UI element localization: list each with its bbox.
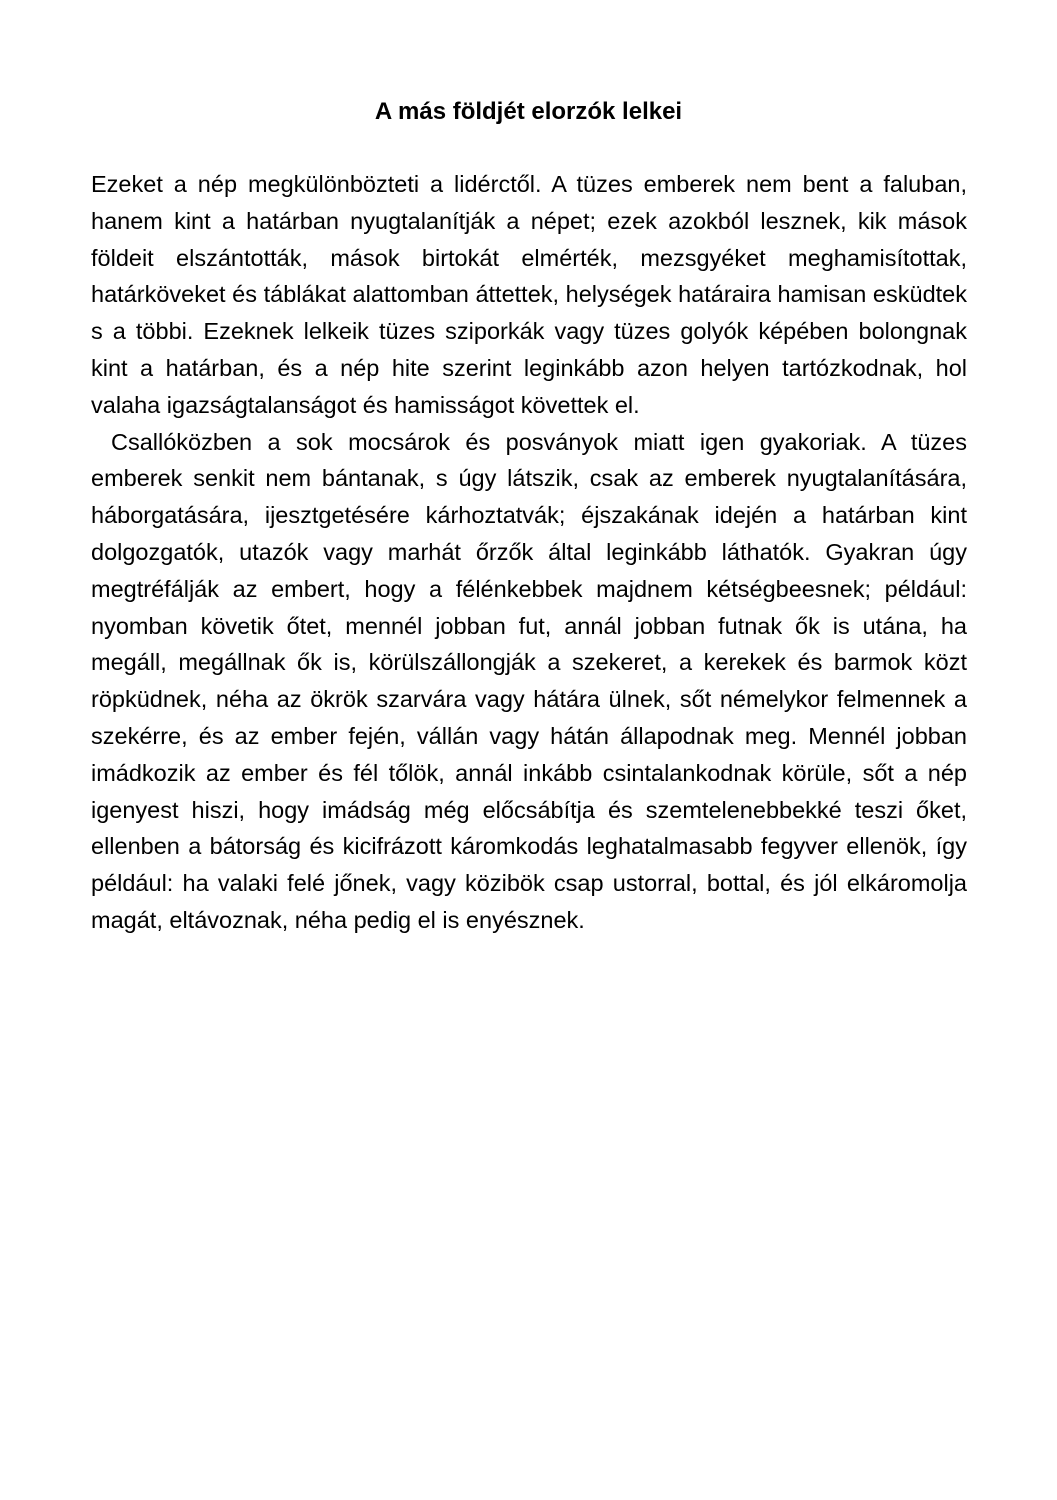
document-title: A más földjét elorzók lelkei [374,98,683,125]
paragraph-1: Ezeket a nép megkülönbözteti a lidérctől. A tüzes emberek nem bent a faluban, hanem kint a határban nyugtalanítják a népet; ezek azokból lesznek, kik mások földeit elszántották, mások birtokát elmérték, mezsgyéket meghamisítottak, határköveket és táblákat alattomban áttettek, helységek határaira hamisan esküdtek s a többi. Ezeknek lelkeik tüzes sziporkák vagy tüzes golyók képében bolongnak kint a határban, és a nép hite szerint leginkább azon helyen tartózkodnak, hol valaha igazságtalanságot és hamisságot követtek el. [91,171,967,418]
document-body [91,166,967,939]
paragraph-2: Csallóközben a sok mocsárok és posványok miatt igen gyakoriak. A tüzes emberek senkit nem bántanak, s úgy látszik, csak az emberek nyugtalanítására, háborgatására, ijesztgetésére kárhoztatvák; éjszakának idején a határban kint dolgozgatók, utazók vagy marhát őrzők által leginkább láthatók. Gyakran úgy megtréfálják az embert, hogy a félénkebbek majdnem kétségbeesnek; például: nyomban követik őtet, mennél jobban fut, annál jobban futnak ők is utána, ha megáll, megállnak ők is, körülszállongják a szekeret, a kerekek és barmok közt röpküdnek, néha az ökrök szarvára vagy hátára ülnek, sőt némelykor felmennek a szekérre, és az ember fején, vállán vagy hátán állapodnak meg. Mennél jobban imádkozik az ember és fél tőlök, annál inkább csintalankodnak körüle, sőt a nép igenyest hiszi, hogy imádság még előcsábítja és szemtelenebbekké teszi őket, ellenben a bátorság és kicifrázott káromkodás leghatalmasabb fegyver ellenök, így például: ha valaki felé jőnek, vagy közibök csap ustorral, bottal, és jól elkáromolja magát, eltávoznak, néha pedig el is enyésznek. [91,428,967,933]
